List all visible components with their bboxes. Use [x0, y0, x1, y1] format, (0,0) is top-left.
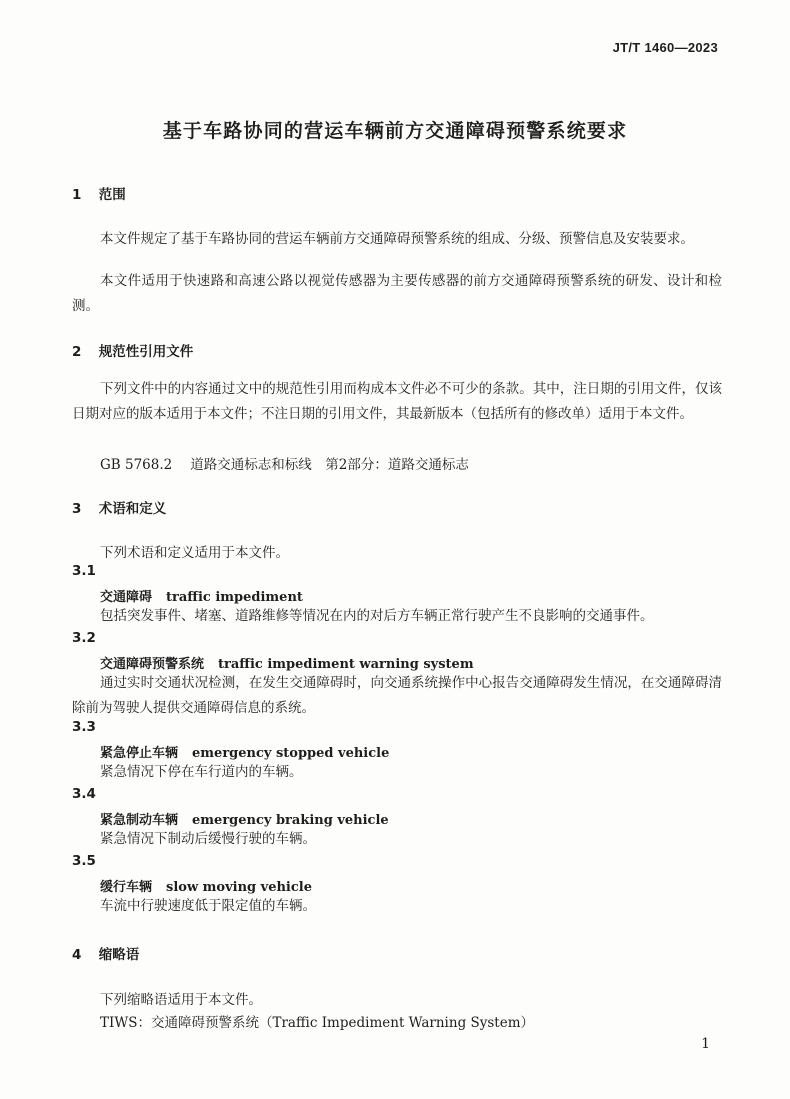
section-4-intro: 下列缩略语适用于本文件。 — [100, 992, 262, 1008]
section-1-heading — [72, 183, 126, 203]
section-2-paragraph: 下列文件中的内容通过文中的规范性引用而构成本文件必不可少的条款。其中，注日期的引用文件，仅该日期对应的版本适用于本文件；不注日期的引用文件，其最新版本（包括所有的修改单）适用于本文件。 — [72, 381, 722, 422]
term-number: 3.4 — [72, 786, 96, 802]
term-english: emergency braking vehicle — [192, 813, 389, 828]
section-title: 规范性引用文件 — [98, 344, 194, 360]
term-english: traffic impediment warning system — [218, 657, 474, 672]
reference-title: 道路交通标志和标线 第2部分：道路交通标志 — [190, 457, 469, 473]
term-number: 3.3 — [72, 719, 96, 735]
term-chinese: 紧急停止车辆 — [100, 746, 179, 761]
term-number: 3.1 — [72, 563, 96, 579]
standard-code: JT/T 1460—2023 — [612, 40, 718, 55]
abbreviation-entry: TIWS：交通障碍预警系统（Traffic Impediment Warning System） — [100, 1015, 535, 1031]
term-english: traffic impediment — [166, 590, 303, 605]
term-title — [100, 586, 303, 605]
section-3-intro: 下列术语和定义适用于本文件。 — [100, 545, 289, 561]
section-2-heading — [72, 340, 193, 360]
term-number: 3.2 — [72, 630, 96, 646]
section-1-paragraph-2: 本文件适用于快速路和高速公路以视觉传感器为主要传感器的前方交通障碍预警系统的研发、设计和检测。 — [72, 273, 722, 314]
term-chinese: 交通障碍 — [100, 590, 153, 605]
term-definition: 车流中行驶速度低于限定值的车辆。 — [100, 898, 316, 914]
term-title — [100, 742, 389, 761]
section-number: 4 — [72, 947, 82, 963]
section-1-paragraph-1: 本文件规定了基于车路协同的营运车辆前方交通障碍预警系统的组成、分级、预警信息及安装要求。 — [100, 231, 694, 247]
section-4-heading — [72, 943, 139, 963]
term-definition: 通过实时交通状况检测，在发生交通障碍时，向交通系统操作中心报告交通障碍发生情况，在交通障碍清除前为驾驶人提供交通障碍信息的系统。 — [72, 675, 722, 716]
section-title: 范围 — [98, 187, 126, 203]
section-number: 1 — [72, 187, 82, 203]
term-definition: 紧急情况下制动后缓慢行驶的车辆。 — [100, 831, 316, 847]
section-3-heading — [72, 497, 166, 517]
term-english: slow moving vehicle — [166, 880, 312, 895]
section-number: 3 — [72, 501, 82, 517]
term-english: emergency stopped vehicle — [192, 746, 390, 761]
section-title: 缩略语 — [98, 947, 140, 963]
term-chinese: 缓行车辆 — [100, 880, 153, 895]
normative-reference — [100, 453, 469, 473]
section-number: 2 — [72, 344, 82, 360]
page-number: 1 — [701, 1036, 710, 1052]
term-definition: 紧急情况下停在车行道内的车辆。 — [100, 764, 303, 780]
document-title: 基于车路协同的营运车辆前方交通障碍预警系统要求 — [162, 120, 628, 142]
reference-code: GB 5768.2 — [100, 457, 173, 473]
term-number: 3.5 — [72, 853, 96, 869]
term-title — [100, 876, 312, 895]
term-definition: 包括突发事件、堵塞、道路维修等情况在内的对后方车辆正常行驶产生不良影响的交通事件。 — [100, 608, 654, 624]
section-title: 术语和定义 — [98, 501, 167, 517]
term-title — [100, 653, 474, 672]
term-title — [100, 809, 389, 828]
term-chinese: 紧急制动车辆 — [100, 813, 179, 828]
term-chinese: 交通障碍预警系统 — [100, 657, 205, 672]
